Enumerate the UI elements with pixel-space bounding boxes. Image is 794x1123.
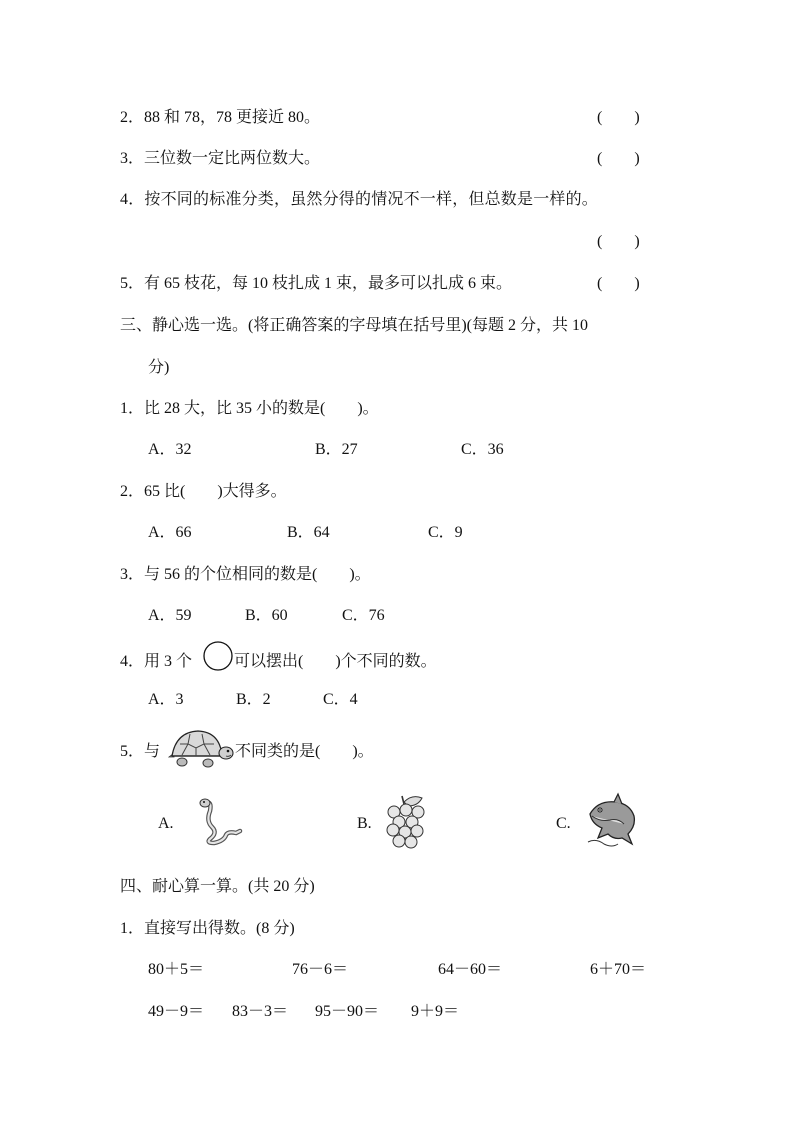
section4-question-1: 1．直接写出得数。(8 分): [120, 920, 295, 937]
mc-q2-option-b[interactable]: B．64: [287, 524, 330, 541]
mc-q1-option-c[interactable]: C．36: [461, 441, 504, 458]
tf-answer-paren-2[interactable]: ( ): [597, 109, 640, 126]
calc-item[interactable]: 80＋5＝: [148, 961, 205, 978]
tf-question-3: 3．三位数一定比两位数大。: [120, 150, 321, 167]
mc-q5-option-b[interactable]: B.: [357, 815, 372, 832]
mc-q5-option-a[interactable]: A.: [158, 815, 174, 832]
mc-question-5-post: 不同类的是( )。: [235, 743, 374, 760]
grapes-icon: [382, 792, 430, 852]
mc-q2-option-a[interactable]: A．66: [148, 524, 192, 541]
mc-q3-option-b[interactable]: B．60: [245, 607, 288, 624]
turtle-icon: [168, 726, 234, 772]
mc-q4-option-b[interactable]: B．2: [236, 691, 271, 708]
calc-item[interactable]: 64－60＝: [438, 961, 503, 978]
tf-question-4: 4．按不同的标准分类，虽然分得的情况不一样，但总数是一样的。: [120, 191, 599, 208]
mc-question-4-pre: 4．用 3 个: [120, 653, 193, 670]
calc-item[interactable]: 9＋9＝: [411, 1003, 460, 1020]
circle-icon: [202, 640, 234, 672]
mc-question-2: 2．65 比( )大得多。: [120, 483, 287, 500]
calc-item[interactable]: 76－6＝: [292, 961, 349, 978]
mc-q3-option-a[interactable]: A．59: [148, 607, 192, 624]
tf-answer-paren-4[interactable]: ( ): [597, 233, 640, 250]
tf-question-5: 5．有 65 枝花，每 10 枝扎成 1 束，最多可以扎成 6 束。: [120, 275, 513, 292]
tf-answer-paren-3[interactable]: ( ): [597, 150, 640, 167]
mc-q1-option-a[interactable]: A．32: [148, 441, 192, 458]
mc-q4-option-a[interactable]: A．3: [148, 691, 184, 708]
dolphin-icon: [584, 792, 642, 850]
mc-question-3: 3．与 56 的个位相同的数是( )。: [120, 566, 371, 583]
mc-question-1: 1．比 28 大，比 35 小的数是( )。: [120, 400, 379, 417]
tf-answer-paren-5[interactable]: ( ): [597, 275, 640, 292]
calc-item[interactable]: 6＋70＝: [590, 961, 647, 978]
tf-question-2: 2．88 和 78，78 更接近 80。: [120, 109, 321, 126]
calc-item[interactable]: 49－9＝: [148, 1003, 205, 1020]
section4-heading: 四、耐心算一算。(共 20 分): [120, 878, 315, 895]
mc-q4-option-c[interactable]: C．4: [323, 691, 358, 708]
mc-question-4-post: 可以摆出( )个不同的数。: [234, 653, 437, 670]
mc-q1-option-b[interactable]: B．27: [315, 441, 358, 458]
snake-icon: [192, 795, 244, 847]
section3-heading: 三、静心选一选。(将正确答案的字母填在括号里)(每题 2 分，共 10: [120, 317, 588, 334]
mc-question-5-pre: 5．与: [120, 743, 161, 760]
section3-heading-cont: 分): [148, 359, 170, 376]
calc-item[interactable]: 83－3＝: [232, 1003, 289, 1020]
mc-q2-option-c[interactable]: C．9: [428, 524, 463, 541]
calc-item[interactable]: 95－90＝: [315, 1003, 380, 1020]
mc-q5-option-c[interactable]: C.: [556, 815, 571, 832]
mc-q3-option-c[interactable]: C．76: [342, 607, 385, 624]
